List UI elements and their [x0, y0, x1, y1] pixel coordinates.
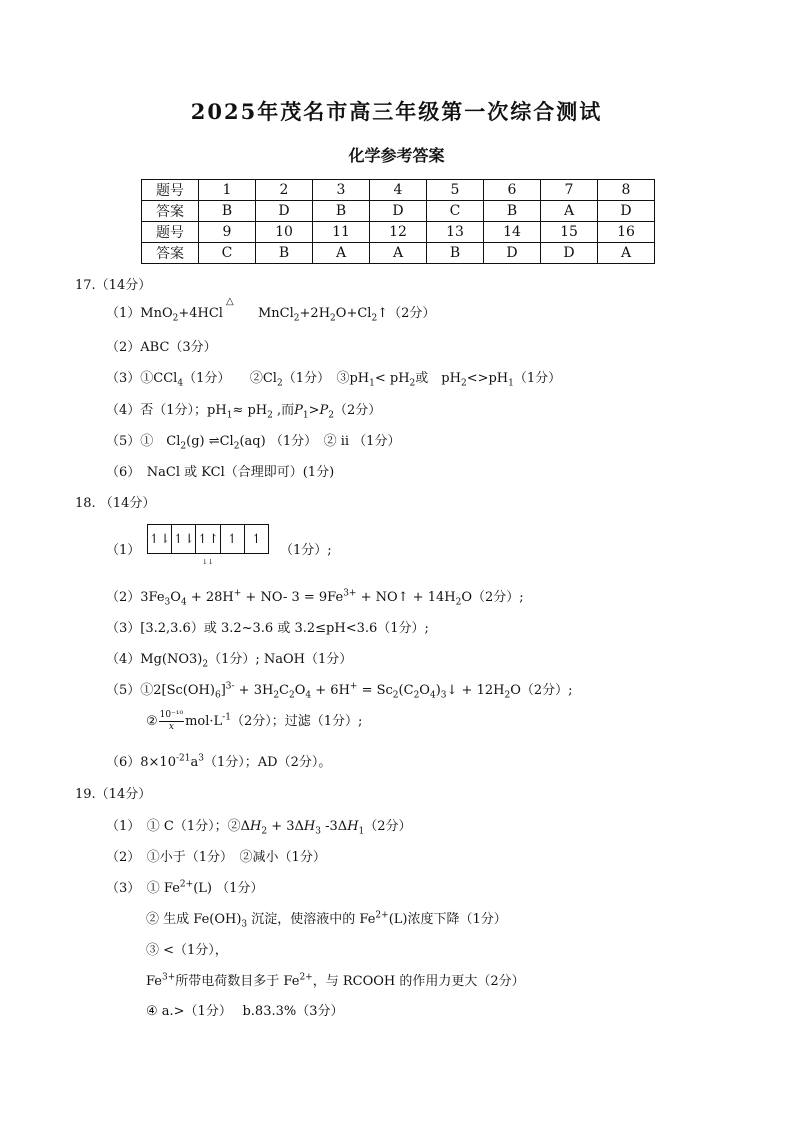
- q18-line1-label: （1）: [106, 543, 141, 558]
- q17-line6: （6） NaCl 或 KCl（合理即可）(1分): [106, 465, 335, 480]
- q19-line7: ④ a.>（1分） b.83.3%（3分）: [146, 1004, 344, 1019]
- table-cell: 9: [199, 222, 256, 243]
- table-cell: 1: [199, 180, 256, 201]
- table-cell: C: [199, 243, 256, 264]
- table-cell: B: [256, 243, 313, 264]
- orbital-box: ↿↾: [196, 525, 220, 553]
- table-cell: D: [256, 201, 313, 222]
- row-label: 答案: [142, 201, 199, 222]
- orbital-box: ↿⇂: [148, 525, 172, 553]
- q18-line2: $(2)3Fe_3O_4 + 28H^+ + NO-$ $3 = 9Fe^{3+}$ + NO↑ + $14H_2O(2$分）;: [106, 588, 524, 608]
- orbital-note: ↓↓: [202, 558, 214, 566]
- table-cell: D: [598, 201, 655, 222]
- table-cell: D: [370, 201, 427, 222]
- q17-line5: （5）① $Cl_2(g)$ $\rightleftharpoons Cl_2(aq)$ （1分） ② ii （1分）: [106, 434, 401, 452]
- fraction: $\frac{\text{10⁻¹⁰}}{x}$: [159, 710, 184, 732]
- q19-header: 19.（14分）: [75, 787, 152, 802]
- page-subtitle: 化学参考答案: [348, 146, 445, 165]
- table-cell: 11: [313, 222, 370, 243]
- q18-line3: （3）[3.2,3.6）或 3.2~3.6 或 3.2≤pH<3.6（1分）;: [106, 621, 429, 636]
- table-cell: A: [313, 243, 370, 264]
- orbital-box: ↿: [250, 531, 262, 547]
- table-cell: B: [484, 201, 541, 222]
- q19-line5: ③ <（1分），: [146, 943, 228, 958]
- table-cell: 12: [370, 222, 427, 243]
- q18-line4: $(4)Mg(NO3)_2(1$分）; NaOH（1分）: [106, 652, 353, 670]
- table-cell: A: [598, 243, 655, 264]
- table-cell: 5: [427, 180, 484, 201]
- table-cell: 7: [541, 180, 598, 201]
- table-cell: A: [541, 201, 598, 222]
- table-row: [142, 180, 655, 201]
- table-cell: 13: [427, 222, 484, 243]
- q19-line2: （2） ①小于（1分） ②减小（1分）: [106, 850, 326, 865]
- q18-line1-score: （1分）;: [280, 543, 332, 558]
- orbital-box: ↿⇂: [172, 525, 196, 553]
- q18-header: 18. （14分）: [75, 496, 156, 511]
- q17-line1: （1）MnO$_2$+4HCl: [106, 306, 223, 324]
- q19-line3: （3） ① $Fe^{2+}(L)$ （1分）: [106, 879, 264, 896]
- table-cell: A: [370, 243, 427, 264]
- table-cell: D: [541, 243, 598, 264]
- table-cell: 6: [484, 180, 541, 201]
- table-row: [142, 222, 655, 243]
- table-row: [142, 201, 655, 222]
- table-cell: 10: [256, 222, 313, 243]
- q17-header: 17.（14分）: [75, 278, 152, 293]
- table-cell: B: [199, 201, 256, 222]
- table-cell: 8: [598, 180, 655, 201]
- q19-line6: $Fe^{3+}$所带电荷数目多于 $Fe^{2+}$，与 RCOOH 的作用力更大（2分）: [146, 972, 525, 989]
- q18-line6: $(6)8\times 10^{-21}a^3(1$分）；AD（2分）。: [106, 753, 332, 770]
- table-row: [142, 243, 655, 264]
- table-cell: 15: [541, 222, 598, 243]
- q17-line3: （3）①CCl$_4$（1分） $②Cl_2(1$分） $③pH_1< pH_2$或 $pH_2<>pH_1(1$分）: [106, 371, 562, 389]
- table-cell: C: [427, 201, 484, 222]
- table-cell: 3: [313, 180, 370, 201]
- table-cell: B: [313, 201, 370, 222]
- q18-line5: $(5)①2[Sc(OH)_6]^{3-} + 3H_2C_2O_4 + 6H^+$ = $Sc_2(C_2O_4)_3↓ + 12H_2O(2$分）;: [106, 681, 573, 701]
- q17-line1-product: $MnCl_2+2H_2O+Cl_2↑(2$分）: [258, 306, 436, 324]
- table-cell: 14: [484, 222, 541, 243]
- q18-line5b: ② $\frac{\text{10⁻¹⁰}}{x}$ $mol\cdot L^{-1}(2$分）；过滤（1分）;: [146, 710, 363, 732]
- row-label: 题号: [142, 222, 199, 243]
- table-cell: D: [484, 243, 541, 264]
- table-cell: 2: [256, 180, 313, 201]
- table-cell: 4: [370, 180, 427, 201]
- row-label: 答案: [142, 243, 199, 264]
- table-cell: 16: [598, 222, 655, 243]
- orbital-diagram: [147, 524, 269, 554]
- orbital-box: ↿: [221, 525, 245, 553]
- heat-symbol: △: [226, 296, 234, 307]
- q17-line2: （2）ABC（3分）: [106, 340, 217, 355]
- answer-table: [141, 179, 655, 264]
- page-title: 2025年茂名市高三年级第一次综合测试: [190, 99, 603, 124]
- q17-line4: （4）否（1分）；$pH_1\approx pH_2$ ,而$P_1>P_2(2$分）: [106, 403, 382, 421]
- q19-line1: （1） ① C（1分）；$②\Delta H_2 + 3\Delta H_3$ $-3\Delta H_1(2$分）: [106, 819, 412, 837]
- q19-line4: ② 生成 $Fe(OH)_3$ 沉淀，使溶液中的 $Fe^{2+}(L)$浓度下降（1分）: [146, 910, 507, 930]
- row-label: 题号: [142, 180, 199, 201]
- table-cell: B: [427, 243, 484, 264]
